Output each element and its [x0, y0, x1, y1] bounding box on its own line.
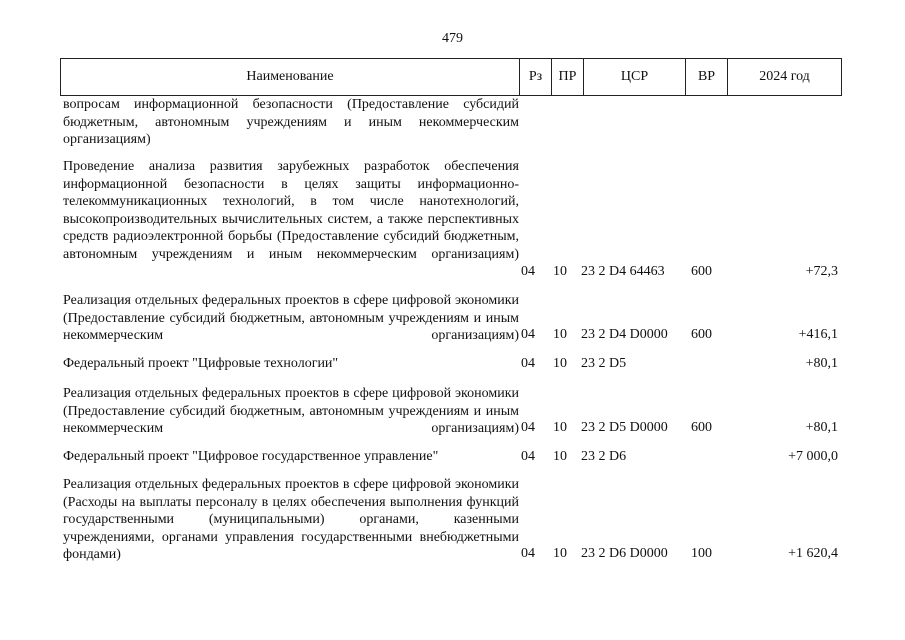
row-amount: +80,1: [805, 356, 838, 371]
row-vr: 600: [691, 264, 712, 279]
row-name: Федеральный проект "Цифровое государственное управление": [63, 449, 439, 464]
row-rz: 04: [521, 546, 535, 561]
header-rz: Рз: [519, 59, 551, 95]
header-vr: ВР: [685, 59, 727, 95]
row-amount: +80,1: [805, 420, 838, 435]
row-vr: 600: [691, 327, 712, 342]
row-csr: 23 2 D5 D0000: [581, 420, 668, 435]
row-name: Проведение анализа развития зарубежных разработок обеспечения информационной безопасности в целях защиты информационно-телекоммуникационных технологий, в том числе нанотехнологий, высокопроизводительных вычислительных систем, а также перспективных средств радиоэлектронной борьбы (Предоставление субсидий бюджетным, автономным учреждениям и иным некоммерческим организациям): [63, 159, 519, 262]
row-vr: 100: [691, 546, 712, 561]
row-rz: 04: [521, 449, 535, 464]
row-amount: +7 000,0: [788, 449, 838, 464]
row-csr: 23 2 D4 D0000: [581, 327, 668, 342]
row-pr: 10: [553, 264, 567, 279]
row-rz: 04: [521, 420, 535, 435]
header-csr: ЦСР: [583, 59, 685, 95]
row-name: Реализация отдельных федеральных проектов в сфере цифровой экономики (Предоставление субсидий бюджетным, автономным учреждениям и иным некоммерческим организациям): [63, 293, 519, 343]
header-pr: ПР: [551, 59, 583, 95]
row-rz: 04: [521, 327, 535, 342]
row-csr: 23 2 D6 D0000: [581, 546, 668, 561]
table-header: [60, 58, 842, 96]
header-year: 2024 год: [727, 59, 841, 95]
row-csr: 23 2 D6: [581, 449, 627, 464]
row-name: Федеральный проект "Цифровые технологии": [63, 356, 339, 371]
row-amount: +72,3: [805, 264, 838, 279]
row-pr: 10: [553, 449, 567, 464]
row-amount: +1 620,4: [788, 546, 838, 561]
row-name: Реализация отдельных федеральных проектов в сфере цифровой экономики (Расходы на выплаты персоналу в целях обеспечения выполнения функций государственными (муниципальными) органами, казенными учреждениями, органами управления государственными внебюджетными фондами): [63, 477, 519, 562]
header-name: Наименование: [246, 69, 334, 84]
row-csr: 23 2 D4 64463: [581, 264, 665, 279]
row-pr: 10: [553, 327, 567, 342]
row-csr: 23 2 D5: [581, 356, 627, 371]
row-vr: 600: [691, 420, 712, 435]
row-pr: 10: [553, 546, 567, 561]
row-pr: 10: [553, 356, 567, 371]
row-name: Реализация отдельных федеральных проектов в сфере цифровой экономики (Предоставление субсидий бюджетным, автономным учреждениям и иным некоммерческим организациям): [63, 386, 519, 436]
page-number: 479: [442, 31, 463, 46]
row-amount: +416,1: [798, 327, 838, 342]
row-name: вопросам информационной безопасности (Предоставление субсидий бюджетным, автономным учреждениям и иным некоммерческим организациям): [63, 97, 519, 147]
row-rz: 04: [521, 264, 535, 279]
row-pr: 10: [553, 420, 567, 435]
row-rz: 04: [521, 356, 535, 371]
